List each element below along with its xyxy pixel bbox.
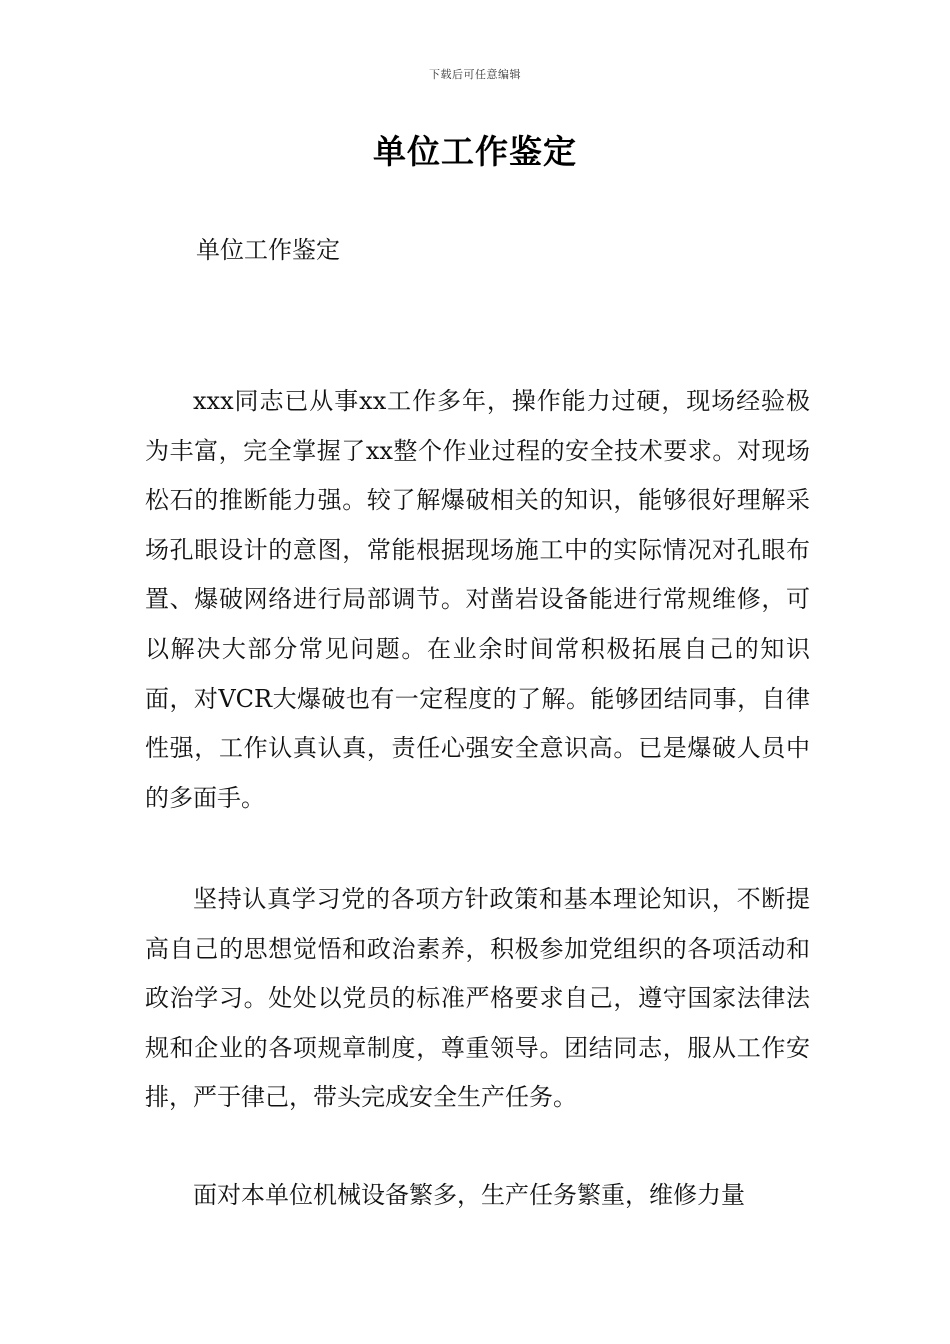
body-paragraph-3: 面对本单位机械设备繁多，生产任务繁重，维修力量 xyxy=(193,1181,745,1209)
body-paragraph-1: xxx同志已从事xx工作多年，操作能力过硬，现场经验极为丰富，完全掌握了xx整个作业过程的安全技术要求。对现场松石的推断能力强。较了解爆破相关的知识，能够很好理解采场孔眼设计的意图，常能根据现场施工中的实际情况对孔眼布置、爆破网络进行局部调节。对凿岩设备能进行常规维修，可以解决大部分常见问题。在业余时间常积极拓展自己的知识面，对VCR大爆破也有一定程度的了解。能够团结同事，自律性强，工作认真认真，责任心强安全意识高。已是爆破人员中的多面手。 xyxy=(145,387,810,812)
document-subheading: 单位工作鉴定 xyxy=(196,236,340,264)
header-note: 下载后可任意编辑 xyxy=(429,68,521,81)
body-paragraph-2: 坚持认真学习党的各项方针政策和基本理论知识，不断提高自己的思想觉悟和政治素养，积极参加党组织的各项活动和政治学习。处处以党员的标准严格要求自己，遵守国家法律法规和企业的各项规章制度，尊重领导。团结同志，服从工作安排，严于律己，带头完成安全生产任务。 xyxy=(145,885,810,1112)
document-title: 单位工作鉴定 xyxy=(373,132,577,171)
